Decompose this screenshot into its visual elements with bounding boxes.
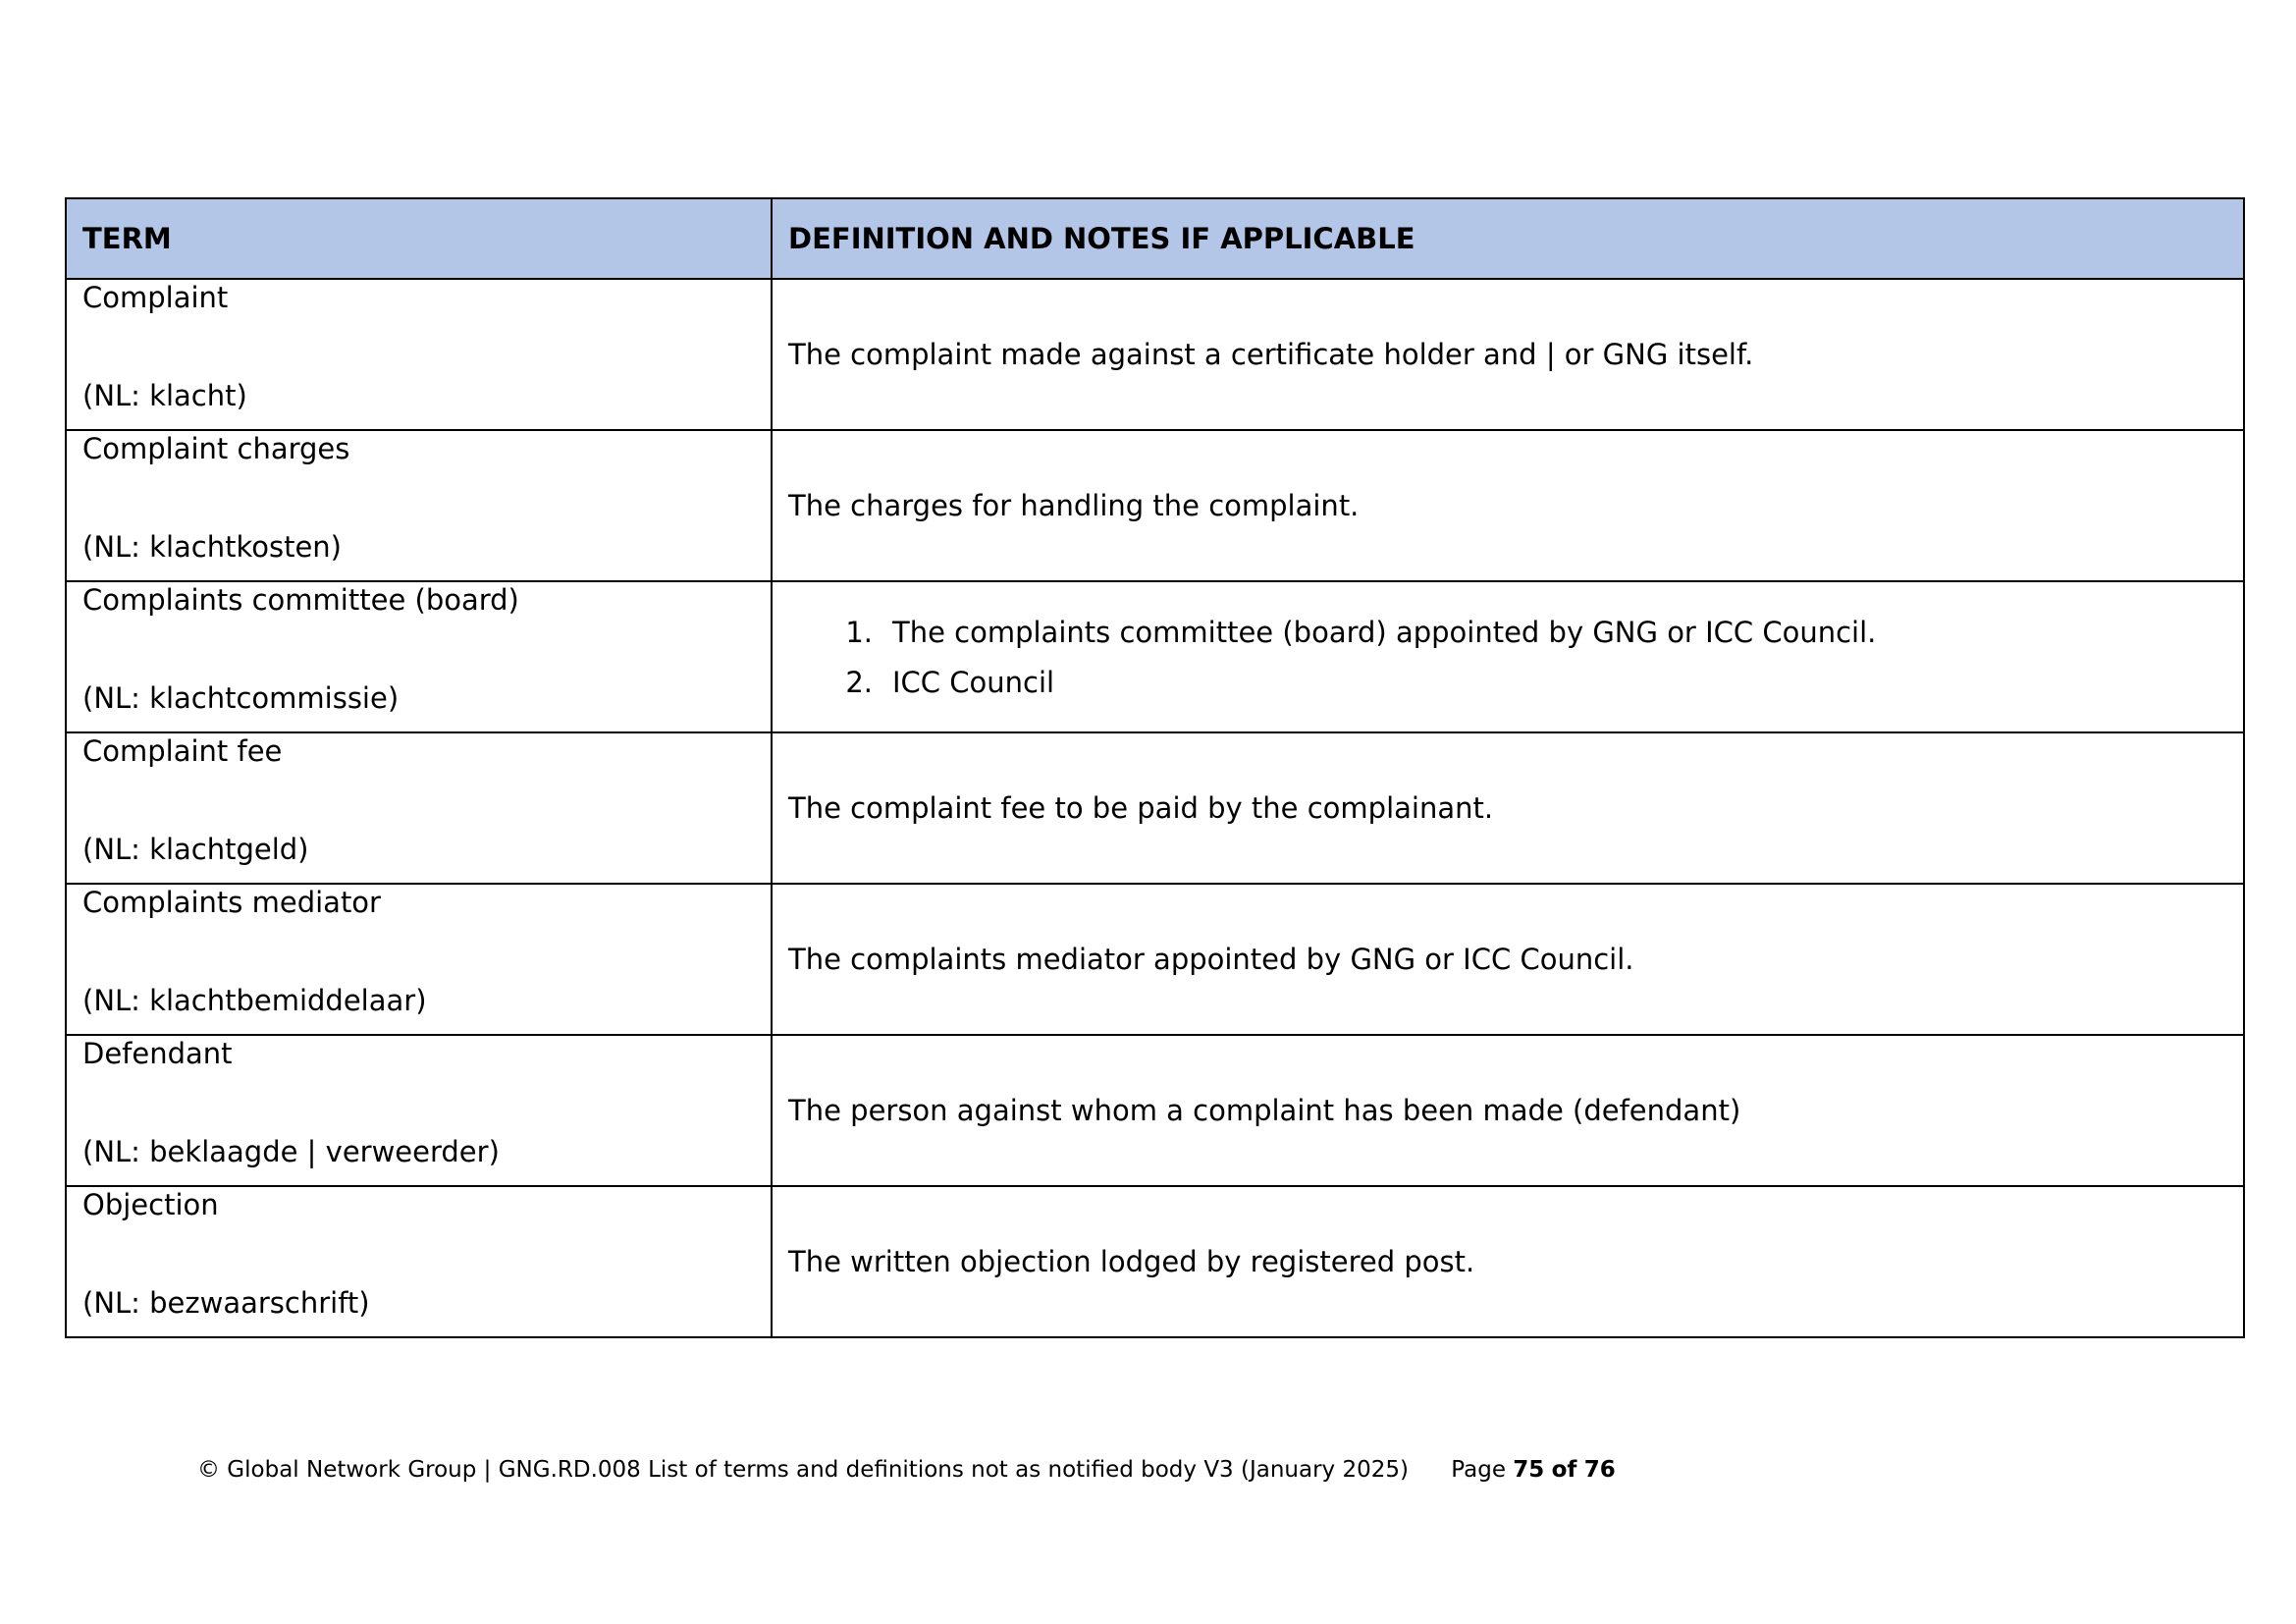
table-row <box>66 884 2244 1035</box>
page-number <box>1451 1457 1615 1483</box>
term-name: Objection <box>82 1188 219 1221</box>
term-dutch: (NL: klacht) <box>82 379 247 412</box>
definition-cell: The complaint made against a certificate holder and | or GNG itself. <box>772 279 2244 430</box>
term-cell <box>66 732 772 884</box>
term-name: Complaints mediator <box>82 886 381 919</box>
header-term: TERM <box>66 198 772 279</box>
page-current: 75 <box>1513 1457 1545 1483</box>
table-header-row <box>66 198 2244 279</box>
term-name: Defendant <box>82 1037 233 1070</box>
term-cell <box>66 430 772 581</box>
definition-cell: The person against whom a complaint has been made (defendant) <box>772 1035 2244 1186</box>
page-footer <box>197 1455 1616 1485</box>
term-cell <box>66 279 772 430</box>
term-dutch: (NL: bezwaarschrift) <box>82 1286 370 1320</box>
term-name: Complaints committee (board) <box>82 583 519 617</box>
definition-cell: The complaints mediator appointed by GNG or ICC Council. <box>772 884 2244 1035</box>
term-dutch: (NL: beklaagde | verweerder) <box>82 1135 500 1168</box>
definition-list <box>788 607 2243 707</box>
term-name: Complaint fee <box>82 734 283 768</box>
term-cell <box>66 1035 772 1186</box>
definition-cell: The complaint fee to be paid by the complainant. <box>772 732 2244 884</box>
term-dutch: (NL: klachtkosten) <box>82 530 342 564</box>
term-cell <box>66 884 772 1035</box>
footer-copyright: © Global Network Group | GNG.RD.008 List of terms and definitions not as notified body V3 (January 2025) <box>197 1457 1409 1483</box>
definition-cell: The written objection lodged by registered post. <box>772 1186 2244 1337</box>
page-label: Page <box>1451 1457 1506 1483</box>
table-row <box>66 1186 2244 1337</box>
list-item <box>788 607 2243 657</box>
header-definition: DEFINITION AND NOTES IF APPLICABLE <box>772 198 2244 279</box>
terms-table <box>65 197 2245 1338</box>
term-name: Complaint <box>82 281 229 314</box>
term-dutch: (NL: klachtgeld) <box>82 833 309 866</box>
list-item <box>788 657 2243 707</box>
page-of: of <box>1551 1457 1577 1483</box>
table-row <box>66 732 2244 884</box>
list-text: The complaints committee (board) appointed by GNG or ICC Council. <box>892 615 1877 649</box>
term-cell <box>66 1186 772 1337</box>
list-text: ICC Council <box>892 665 1055 699</box>
list-number: 1. <box>845 615 873 649</box>
list-number: 2. <box>845 665 873 699</box>
table-row <box>66 279 2244 430</box>
table-row <box>66 581 2244 732</box>
definition-cell: The charges for handling the complaint. <box>772 430 2244 581</box>
table-row <box>66 430 2244 581</box>
definition-cell <box>772 581 2244 732</box>
term-name: Complaint charges <box>82 432 350 465</box>
term-dutch: (NL: klachtbemiddelaar) <box>82 984 427 1017</box>
term-cell <box>66 581 772 732</box>
page-total: 76 <box>1583 1457 1616 1483</box>
table-row <box>66 1035 2244 1186</box>
term-dutch: (NL: klachtcommissie) <box>82 681 400 715</box>
